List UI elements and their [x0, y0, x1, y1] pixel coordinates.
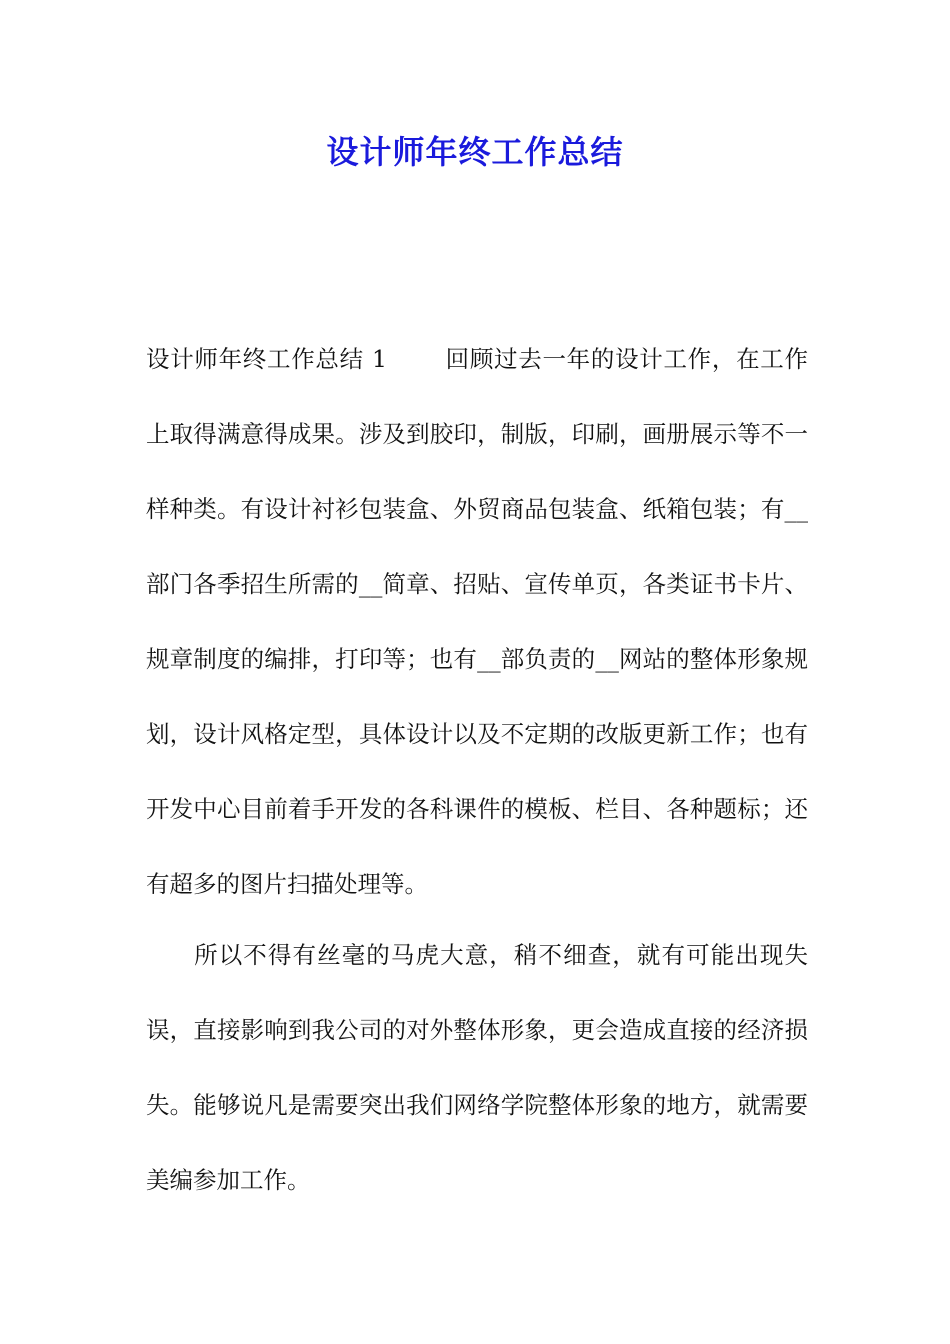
document-title: 设计师年终工作总结: [326, 133, 624, 171]
paragraph-1: [146, 322, 808, 922]
paragraph-1-lead: 设计师年终工作总结 1: [146, 345, 387, 373]
paragraph-2-text: 所以不得有丝毫的马虎大意，稍不细查，就有可能出现失误，直接影响到我公司的对外整体形象，更会造成直接的经济损失。能够说凡是需要突出我们网络学院整体形象的地方，就需要美编参加工作。: [146, 941, 808, 1194]
paragraph-1-text: 回顾过去一年的设计工作，在工作上取得满意得成果。涉及到胶印，制版，印刷，画册展示等不一样种类。有设计衬衫包装盒、外贸商品包装盒、纸箱包装；有__部门各季招生所需的__简章、招贴、宣传单页，各类证书卡片、规章制度的编排，打印等；也有__部负责的__网站的整体形象规划，设计风格定型，具体设计以及不定期的改版更新工作；也有开发中心目前着手开发的各科课件的模板、栏目、各种题标；还有超多的图片扫描处理等。: [146, 345, 808, 898]
paragraph-2: [146, 918, 808, 1218]
